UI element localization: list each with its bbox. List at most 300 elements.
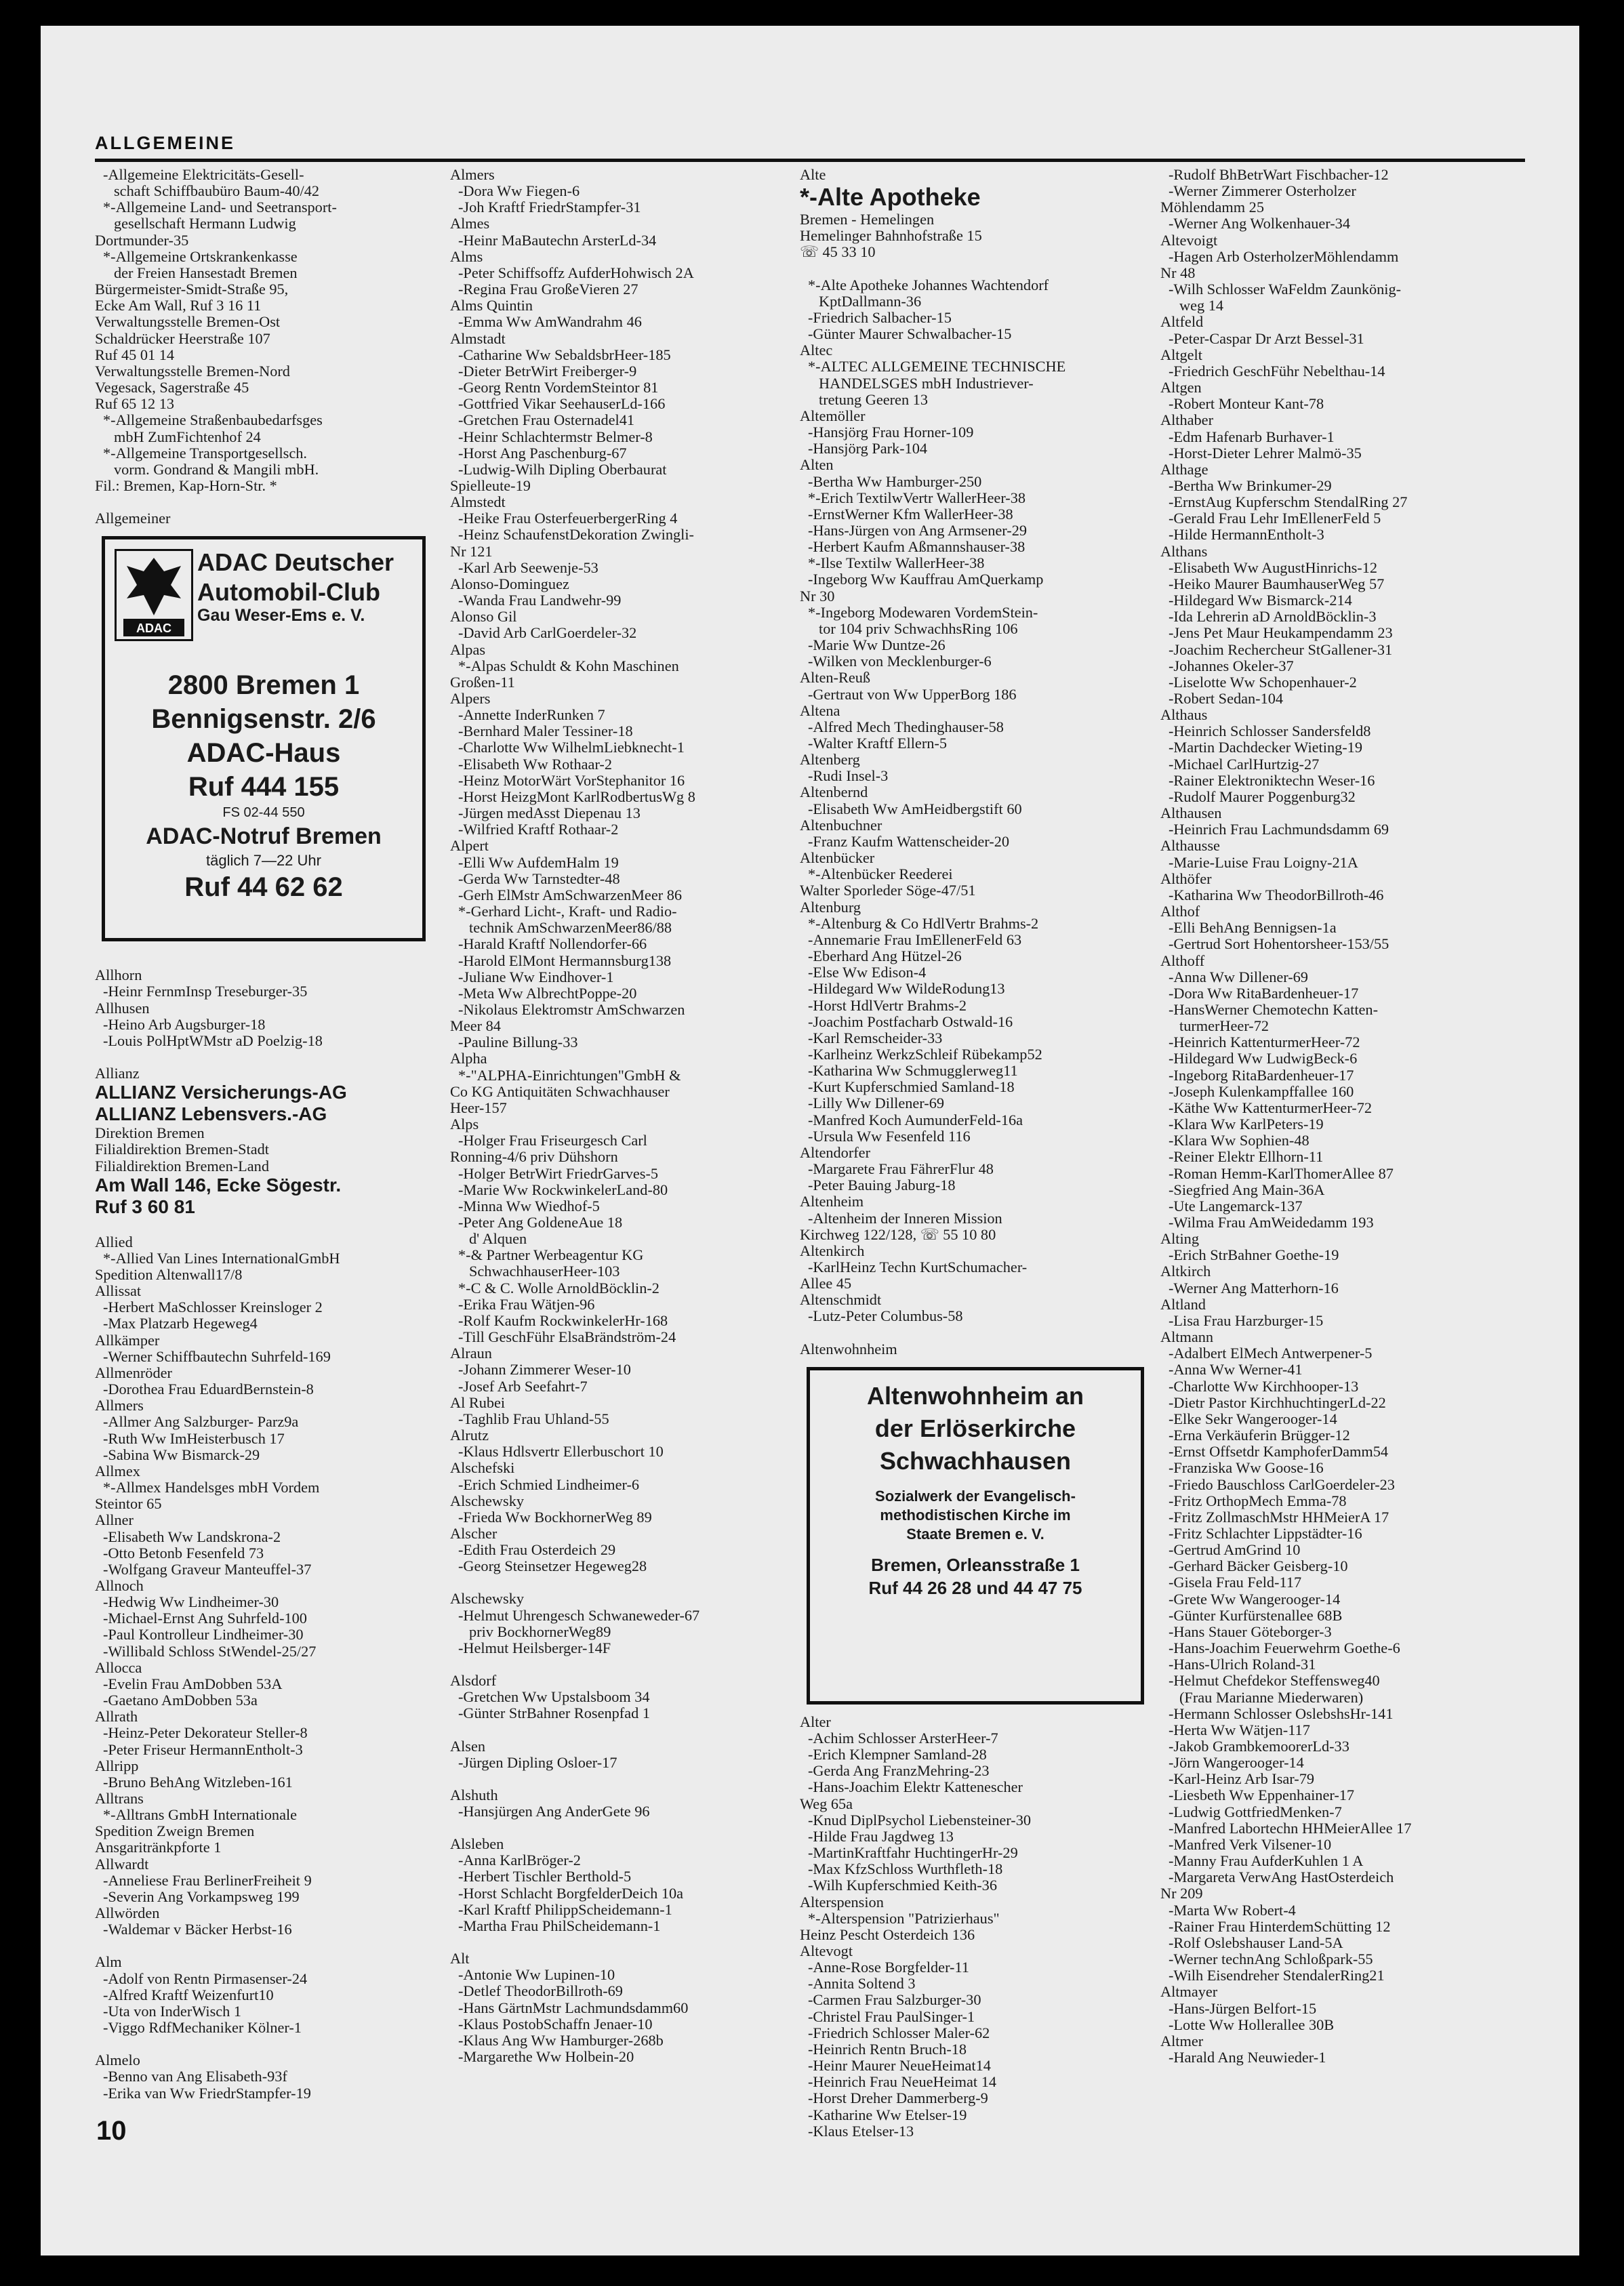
directory-entry: -Hansjörg Frau Horner-109: [808, 424, 974, 441]
directory-line: Altmer: [1160, 2033, 1204, 2049]
directory-line: Allmenröder: [95, 1364, 172, 1381]
spacer: [800, 261, 1139, 277]
directory-entry: -Manny Frau AufderKuhlen 1 A: [1169, 1853, 1364, 1870]
directory-entry: *-Altenbücker Reederei: [808, 866, 953, 883]
adac-house: ADAC-Haus: [186, 738, 341, 769]
directory-entry: -Joachim Postfacharb Ostwald-16: [808, 1013, 1013, 1030]
directory-entry: *-C & C. Wolle ArnoldBöcklin-2: [458, 1280, 659, 1297]
directory-entry: -Klaus Ang Ww Hamburger-268b: [458, 2032, 664, 2049]
directory-line: Alsen: [450, 1738, 486, 1755]
directory-entry: -Lilly Ww Dillener-69: [808, 1095, 944, 1112]
altw-text-3: Staate Bremen e. V.: [906, 1525, 1044, 1543]
header-rule: [95, 159, 1525, 162]
directory-entry: -Ute Langemarck-137: [1169, 1198, 1303, 1215]
directory-entry: -Edm Hafenarb Burhaver-1: [1169, 428, 1335, 445]
directory-entry: -Karl Kraftf PhilippScheidemann-1: [458, 1901, 672, 1918]
directory-entry: -Regina Frau GroßeVieren 27: [458, 281, 638, 298]
directory-line: Ansgaritränkpforte 1: [95, 1839, 222, 1856]
directory-line: Almelo: [95, 2052, 140, 2069]
directory-line: Alpers: [450, 691, 491, 707]
directory-line: Spedition Zweign Bremen: [95, 1823, 255, 1840]
page-header: ALLGEMEINE: [95, 133, 236, 153]
directory-entry: -Hilde HermannEntholt-3: [1169, 527, 1324, 544]
directory-line: Alten-Reuß: [800, 670, 871, 687]
directory-entry: -Anna Ww Dillener-69: [1169, 968, 1308, 985]
directory-entry: -Detlef TheodorBillroth-69: [458, 1983, 623, 2000]
directory-entry: -Manfred Labortechn HHMeierAllee 17: [1169, 1820, 1412, 1837]
directory-entry: -Gisela Frau Feld-117: [1169, 1574, 1302, 1591]
altw-address: Bremen, Orleansstraße 1: [871, 1554, 1080, 1575]
directory-line: Nr 209: [1160, 1885, 1203, 1902]
directory-entry: -Joseph Kulenkampffallee 160: [1169, 1083, 1354, 1100]
directory-line: Allmers: [95, 1397, 144, 1414]
directory-line: Ecke Am Wall, Ruf 3 16 11: [95, 298, 262, 314]
directory-line: Altevoigt: [1160, 232, 1218, 249]
directory-line: Alten: [800, 457, 834, 474]
directory-entry: -Marie Ww Duntze-26: [808, 637, 946, 654]
directory-entry: -Erich StrBahner Goethe-19: [1169, 1247, 1339, 1264]
directory-entry: -Karl Remscheider-33: [808, 1029, 943, 1046]
directory-line: (Frau Marianne Miederwaren): [1179, 1689, 1364, 1706]
directory-line: Allhusen: [95, 1000, 150, 1017]
spacer: [450, 1722, 789, 1738]
directory-entry: -Werner Ang Wolkenhauer-34: [1169, 216, 1350, 232]
directory-line: Altenbernd: [800, 784, 868, 801]
directory-line: Direktion Bremen: [95, 1125, 205, 1142]
directory-entry: *-& Partner Werbeagentur KG: [458, 1247, 644, 1264]
directory-entry: -Christel Frau PaulSinger-1: [808, 2008, 975, 2025]
directory-entry: -Wilh Schlosser WaFeldm Zaunkönig-: [1169, 281, 1402, 298]
directory-entry: -David Arb CarlGoerdeler-32: [458, 625, 637, 642]
directory-entry: -Juliane Ww Eindhover-1: [458, 968, 614, 985]
directory-entry: -Max Platzarb Hegeweg4: [103, 1315, 258, 1332]
directory-line: Almers: [450, 167, 495, 183]
directory-line: Altenwohnheim: [800, 1341, 897, 1358]
directory-entry: -Charlotte Ww WilhelmLiebknecht-1: [458, 739, 685, 756]
directory-entry: -Marie-Luise Frau Loigny-21A: [1169, 854, 1358, 871]
directory-entry: -Bernhard Maler Tessiner-18: [458, 723, 633, 740]
directory-entry: -Herbert Kaufm Aßmannshauser-38: [808, 539, 1026, 556]
directory-entry: *-Alterspension "Patrizierhaus": [808, 1910, 1000, 1927]
directory-entry: *-Allmex Handelsges mbH Vordem: [103, 1479, 320, 1496]
directory-entry: -Heike Frau OsterfeuerbergerRing 4: [458, 510, 678, 527]
directory-line: der Freien Hansestadt Bremen: [114, 264, 298, 281]
directory-entry: -Peter Schiffsoffz AufderHohwisch 2A: [458, 264, 694, 281]
directory-entry: -MartinKraftfahr HuchtingerHr-29: [808, 1845, 1018, 1862]
directory-entry: -Otto Betonb Fesenfeld 73: [103, 1545, 264, 1562]
directory-entry: -Gretchen Ww Upstalsboom 34: [458, 1689, 650, 1706]
directory-entry: -Günter StrBahner Rosenpfad 1: [458, 1705, 650, 1722]
directory-line: Allrath: [95, 1709, 138, 1726]
directory-line: Altland: [1160, 1296, 1206, 1313]
directory-line: Spedition Altenwall17/8: [95, 1267, 243, 1283]
directory-entry: -Michael-Ernst Ang Suhrfeld-100: [103, 1610, 307, 1627]
directory-entry: -Klaus Etelser-13: [808, 2123, 914, 2140]
directory-entry: -Friedrich GeschFühr Nebelthau-14: [1169, 363, 1385, 380]
directory-entry: -Hermann Schlosser OslebshsHr-141: [1169, 1705, 1394, 1722]
directory-entry: -Pauline Billung-33: [458, 1034, 578, 1051]
directory-entry: -Klaus PostobSchaffn Jenaer-10: [458, 2016, 653, 2033]
directory-entry: -Horst HeizgMont KarlRodbertusWg 8: [458, 788, 695, 805]
directory-line: Alraun: [450, 1345, 492, 1362]
directory-entry: -Elli Ww AufdemHalm 19: [458, 854, 619, 871]
directory-entry: -Peter Bauing Jaburg-18: [808, 1177, 956, 1194]
directory-entry: -Dora Ww Fiegen-6: [458, 183, 580, 200]
directory-entry: -Erich Schmied Lindheimer-6: [458, 1476, 640, 1493]
directory-line: tor 104 priv SchwachhsRing 106: [819, 620, 1018, 637]
directory-line: tretung Geeren 13: [819, 391, 928, 408]
directory-entry: *-Allied Van Lines InternationalGmbH: [103, 1250, 340, 1267]
adac-hours: täglich 7—22 Uhr: [206, 852, 321, 870]
directory-entry: -Käthe Ww KattenturmerHeer-72: [1169, 1099, 1373, 1116]
directory-entry: -Sabina Ww Bismarck-29: [103, 1446, 260, 1463]
directory-line: Meer 84: [450, 1018, 501, 1035]
directory-line: vorm. Gondrand & Mangili mbH.: [114, 461, 319, 478]
alte-apotheke-heading: *-Alte Apotheke: [800, 183, 981, 211]
adac-subtitle: Gau Weser-Ems e. V.: [197, 606, 365, 626]
altw-heading-3: Schwachhausen: [879, 1446, 1072, 1475]
directory-line: Altena: [800, 702, 840, 719]
directory-entry: -Joachim Rechercheur StGallener-31: [1169, 641, 1393, 658]
directory-line: Althöfer: [1160, 870, 1212, 887]
directory-entry: -Hans-Jürgen von Ang Armsener-29: [808, 522, 1028, 539]
directory-line: d' Alquen: [469, 1231, 527, 1248]
directory-entry: -Adalbert ElMech Antwerpener-5: [1169, 1345, 1373, 1362]
directory-entry: *-Allgemeine Land- und Seetransport-: [103, 199, 337, 216]
directory-line: Allwörden: [95, 1905, 160, 1922]
directory-entry: -Willibald Schloss StWendel-25/27: [103, 1643, 317, 1660]
altw-heading-1: Altenwohnheim an: [866, 1381, 1084, 1410]
adac-city: 2800 Bremen 1: [167, 670, 360, 701]
directory-line: weg 14: [1179, 298, 1224, 314]
directory-line: Althaber: [1160, 412, 1214, 429]
directory-line: Vegesack, Sagerstraße 45: [95, 380, 249, 396]
directory-entry: -Friedo Bauschloss CarlGoerdeler-23: [1169, 1476, 1395, 1493]
directory-entry: -Rudolf Maurer Poggenburg32: [1169, 788, 1356, 805]
directory-entry: -Alfred Kraftf Weizenfurt10: [103, 1986, 274, 2003]
directory-entry: -KarlHeinz Techn KurtSchumacher-: [808, 1259, 1028, 1275]
directory-entry: *-Erich TextilwVertr WallerHeer-38: [808, 489, 1026, 506]
directory-entry: -Evelin Frau AmDobben 53A: [103, 1675, 283, 1692]
spacer: [95, 1049, 434, 1065]
directory-entry: -Annemarie Frau ImEllenerFeld 63: [808, 931, 1022, 948]
spacer: [450, 1820, 789, 1836]
directory-entry: -Erna Verkäuferin Brügger-12: [1169, 1427, 1350, 1444]
directory-entry: -Elisabeth Ww Landskrona-2: [103, 1528, 281, 1545]
directory-entry: -Elisabeth Ww Rothaar-2: [458, 756, 612, 773]
directory-entry: -Elke Sekr Wangerooger-14: [1169, 1410, 1337, 1427]
directory-entry: -Heinr FernmInsp Treseburger-35: [103, 983, 308, 1000]
directory-line: Nr 121: [450, 543, 493, 560]
directory-entry: -Liselotte Ww Schopenhauer-2: [1169, 674, 1357, 691]
adac-logo-text: ADAC: [136, 621, 171, 636]
directory-line: Walter Sporleder Söge-47/51: [800, 882, 976, 899]
directory-entry: -Dorothea Frau EduardBernstein-8: [103, 1381, 314, 1398]
directory-entry: -Horst HdlVertr Brahms-2: [808, 997, 967, 1014]
directory-entry: -Rudi Insel-3: [808, 768, 889, 785]
directory-entry: -Helmut Heilsberger-14F: [458, 1639, 611, 1656]
directory-line: Alsleben: [450, 1836, 504, 1853]
directory-entry: -Carmen Frau Salzburger-30: [808, 1992, 981, 2009]
directory-entry: -Martha Frau PhilScheidemann-1: [458, 1917, 661, 1934]
directory-entry: -Rolf Oslebshauser Land-5A: [1169, 1934, 1343, 1951]
directory-line: Allissat: [95, 1283, 142, 1300]
spacer: [450, 1771, 789, 1787]
directory-entry: -Ernst Offsetdr KamphoferDamm54: [1169, 1444, 1389, 1461]
directory-line: priv BockhornerWeg89: [469, 1623, 611, 1640]
directory-entry: -Herta Ww Wätjen-117: [1169, 1721, 1310, 1738]
directory-line: Kirchweg 122/128, ☏ 55 10 80: [800, 1226, 996, 1243]
directory-line: Althof: [1160, 903, 1200, 920]
directory-entry: -Hildegard Ww Bismarck-214: [1169, 592, 1352, 609]
directory-entry: -Hildegard Ww LudwigBeck-6: [1169, 1050, 1358, 1067]
directory-entry: -Ursula Ww Fesenfeld 116: [808, 1128, 971, 1145]
directory-line: Altenbücker: [800, 850, 875, 867]
directory-entry: -Friedrich Salbacher-15: [808, 309, 952, 326]
directory-line: Alpas: [450, 641, 486, 658]
spacer: [450, 1934, 789, 1951]
directory-entry: -Josef Arb Seefahrt-7: [458, 1378, 588, 1395]
directory-line: Allkämper: [95, 1332, 160, 1349]
directory-entry: -Eberhard Ang Hützel-26: [808, 948, 962, 965]
directory-entry: -Allgemeine Elektricitäts-Gesell-: [103, 167, 304, 183]
altenwohnheim-advertisement: [807, 1367, 1144, 1705]
directory-entry: -Peter Friseur HermannEntholt-3: [103, 1741, 303, 1758]
directory-entry: -Gertraut von Ww UpperBorg 186: [808, 686, 1017, 703]
page-number: 10: [96, 2116, 127, 2146]
directory-line: Alschewsky: [450, 1591, 524, 1608]
directory-entry: -Werner Ang Matterhorn-16: [1169, 1280, 1339, 1297]
directory-line: Althans: [1160, 543, 1208, 560]
directory-entry: -Wilh Eisendreher StendalerRing21: [1169, 1967, 1385, 1984]
directory-entry: *-Gerhard Licht-, Kraft- und Radio-: [458, 903, 677, 920]
directory-entry: -Till GeschFühr ElsaBrändström-24: [458, 1329, 676, 1346]
directory-line: Alterspension: [800, 1894, 884, 1911]
directory-entry: -Ludwig GottfriedMenken-7: [1169, 1803, 1342, 1820]
directory-line: Altevogt: [800, 1942, 853, 1959]
directory-line: Altenburg: [800, 899, 861, 916]
directory-entry: -Werner technAng Schloßpark-55: [1169, 1951, 1373, 1968]
directory-entry: -Helmut Uhrengesch Schwaneweder-67: [458, 1607, 700, 1624]
adac-phone: Ruf 444 155: [188, 772, 340, 802]
directory-entry: -Margarethe Ww Holbein-20: [458, 2049, 634, 2066]
directory-line: Alonso-Dominguez: [450, 575, 569, 592]
directory-entry: -HansWerner Chemotechn Katten-: [1169, 1001, 1378, 1018]
directory-entry: -Viggo RdfMechaniker Kölner-1: [103, 2020, 302, 2037]
directory-line: Alpert: [450, 838, 489, 855]
directory-entry: -Erich Klempner Samland-28: [808, 1747, 987, 1763]
directory-entry: -Else Ww Edison-4: [808, 964, 927, 981]
directory-entry: -Franziska Ww Goose-16: [1169, 1460, 1324, 1477]
directory-line: Allripp: [95, 1757, 139, 1774]
directory-line: Alscher: [450, 1525, 498, 1542]
directory-line: Schaldrücker Heerstraße 107: [95, 330, 270, 347]
directory-line: Al Rubei: [450, 1394, 506, 1411]
directory-entry: -Fritz OrthopMech Emma-78: [1169, 1492, 1347, 1509]
directory-line: Allianz: [95, 1065, 140, 1082]
directory-entry: -Ida Lehrerin aD ArnoldBöcklin-3: [1169, 609, 1377, 626]
spacer: [450, 1574, 789, 1591]
directory-entry: -Wanda Frau Landwehr-99: [458, 592, 622, 609]
directory-entry: *-ALTEC ALLGEMEINE TECHNISCHE: [808, 359, 1066, 375]
directory-entry: -Ruth Ww ImHeisterbusch 17: [103, 1430, 285, 1447]
directory-entry: -Siegfried Ang Main-36A: [1169, 1181, 1325, 1198]
directory-line: Alonso Gil: [450, 609, 517, 626]
directory-entry: -Emma Ww AmWandrahm 46: [458, 314, 642, 331]
directory-entry: *-Allgemeine Straßenbaubedarfsges: [103, 412, 323, 429]
directory-entry: -Hansjürgen Ang AnderGete 96: [458, 1803, 650, 1820]
directory-entry: -Horst-Dieter Lehrer Malmö-35: [1169, 445, 1362, 462]
directory-entry: *-Alpas Schuldt & Kohn Maschinen: [458, 657, 679, 674]
directory-line: technik AmSchwarzenMeer86/88: [469, 920, 672, 937]
adac-emergency-phone: Ruf 44 62 62: [184, 872, 343, 903]
directory-entry: -Minna Ww Wiedhof-5: [458, 1198, 600, 1215]
directory-entry: -Rainer Elektroniktechn Weser-16: [1169, 772, 1375, 789]
directory-entry: -Herbert Tischler Berthold-5: [458, 1869, 632, 1885]
spacer: [800, 1325, 1139, 1341]
directory-entry: -Fritz ZollmaschMstr HHMeierA 17: [1169, 1509, 1389, 1526]
directory-line: Alms: [450, 248, 483, 265]
directory-entry: -Gottfried Vikar SeehauserLd-166: [458, 396, 666, 413]
directory-entry: -Lotte Ww Hollerallee 30B: [1169, 2016, 1335, 2033]
directory-entry: -ErnstAug Kupferschm StendalRing 27: [1169, 494, 1408, 511]
directory-line: ALLIANZ Lebensvers.-AG: [95, 1103, 327, 1125]
directory-entry: -Hans-Joachim Feuerwehrm Goethe-6: [1169, 1640, 1400, 1657]
directory-entry: -Heinr Maurer NeueHeimat14: [808, 2058, 991, 2075]
directory-entry: -Horst Schlacht BorgfelderDeich 10a: [458, 1885, 684, 1902]
directory-entry: -Heinrich Rentn Bruch-18: [808, 2041, 967, 2058]
directory-entry: -Erika Frau Wätjen-96: [458, 1296, 595, 1313]
directory-entry: -Alfred Mech Thedinghauser-58: [808, 718, 1004, 735]
directory-entry: -Manfred Koch AumunderFeld-16a: [808, 1111, 1023, 1128]
directory-entry: -Allmer Ang Salzburger- Parz9a: [103, 1414, 299, 1431]
directory-line: Bremen - Hemelingen: [800, 211, 935, 228]
directory-line: Almstadt: [450, 330, 506, 347]
directory-entry: -Grete Ww Wangerooger-14: [1169, 1591, 1341, 1608]
directory-entry: -Klara Ww Sophien-48: [1169, 1132, 1310, 1149]
directory-entry: -Gertrud AmGrind 10: [1169, 1542, 1301, 1559]
spacer: [95, 1938, 434, 1954]
directory-page: [41, 26, 1579, 2256]
directory-entry: -Hedwig Ww Lindheimer-30: [103, 1594, 279, 1611]
directory-entry: -Nikolaus Elektromstr AmSchwarzen: [458, 1001, 685, 1018]
directory-entry: -Horst Dreher Dammerberg-9: [808, 2090, 988, 2107]
directory-entry: -Taghlib Frau Uhland-55: [458, 1410, 609, 1427]
directory-line: Altfeld: [1160, 314, 1204, 331]
directory-entry: -Hagen Arb OsterholzerMöhlendamm: [1169, 248, 1399, 265]
directory-line: Allee 45: [800, 1275, 852, 1292]
directory-entry: -Heinr Schlachtermstr Belmer-8: [458, 428, 653, 445]
spacer: [95, 951, 434, 967]
directory-line: Altgelt: [1160, 346, 1202, 363]
directory-entry: -Hans-Jürgen Belfort-15: [1169, 2000, 1317, 2017]
directory-entry: -Gaetano AmDobben 53a: [103, 1692, 258, 1709]
directory-entry: -Holger Frau Friseurgesch Carl: [458, 1132, 647, 1149]
directory-line: Allnoch: [95, 1577, 144, 1594]
directory-entry: -Elisabeth Ww AmHeidbergstift 60: [808, 800, 1022, 817]
directory-line: Möhlendamm 25: [1160, 199, 1264, 216]
directory-entry: -Charlotte Ww Kirchhooper-13: [1169, 1378, 1359, 1395]
directory-entry: -Martin Dachdecker Wieting-19: [1169, 739, 1362, 756]
directory-entry: -Wilma Frau AmWeidedamm 193: [1169, 1215, 1374, 1231]
directory-line: Althausse: [1160, 838, 1220, 855]
directory-line: Verwaltungsstelle Bremen-Ost: [95, 314, 281, 331]
altw-text-2: methodistischen Kirche im: [880, 1506, 1071, 1524]
directory-entry: -Werner Zimmerer Osterholzer: [1169, 183, 1356, 200]
directory-line: Altgen: [1160, 380, 1202, 396]
directory-line: Altenbuchner: [800, 817, 882, 834]
adac-title-2: Automobil-Club: [197, 578, 380, 607]
directory-entry: -Knud DiplPsychol Liebensteiner-30: [808, 1812, 1031, 1829]
directory-entry: -Gertrud Sort Hohentorsheer-153/55: [1169, 936, 1389, 953]
directory-entry: -Ludwig-Wilh Dipling Oberbaurat: [458, 461, 667, 478]
directory-entry: -Heinrich Schlosser Sandersfeld8: [1169, 723, 1371, 740]
directory-entry: -Gretchen Frau Osternadel41: [458, 412, 635, 429]
directory-entry: -Marie Ww RockwinkelerLand-80: [458, 1181, 668, 1198]
directory-entry: -Günter Maurer Schwalbacher-15: [808, 326, 1012, 343]
directory-line: Altenkirch: [800, 1242, 865, 1259]
directory-entry: -Altenheim der Inneren Mission: [808, 1210, 1002, 1227]
directory-entry: -Heinrich Frau Lachmundsdamm 69: [1169, 821, 1389, 838]
directory-line: Ruf 45 01 14: [95, 346, 175, 363]
directory-entry: -Achim Schlosser ArsterHeer-7: [808, 1730, 998, 1747]
directory-entry: -Rainer Frau HinterdemSchütting 12: [1169, 1918, 1391, 1935]
directory-entry: -Heinr MaBautechn ArsterLd-34: [458, 232, 657, 249]
directory-line: ALLIANZ Versicherungs-AG: [95, 1082, 347, 1103]
directory-entry: -Elisabeth Ww AugustHinrichs-12: [1169, 559, 1377, 576]
directory-entry: -Max KfzSchloss Wurthfleth-18: [808, 1861, 1003, 1878]
directory-line: Alte: [800, 167, 826, 183]
directory-entry: -Wilh Kupferschmied Keith-36: [808, 1877, 997, 1894]
directory-line: Co KG Antiquitäten Schwachhauser: [450, 1083, 670, 1100]
directory-entry: -Herbert MaSchlosser Kreinsloger 2: [103, 1299, 323, 1316]
directory-entry: -Karlheinz WerkzSchleif Rübekamp52: [808, 1046, 1042, 1063]
directory-entry: *-Ingeborg Modewaren VordemStein-: [808, 604, 1038, 621]
directory-entry: -Harald Ang Neuwieder-1: [1169, 2049, 1326, 2066]
directory-entry: -Klara Ww KarlPeters-19: [1169, 1116, 1324, 1133]
directory-entry: -Meta Ww AlbrechtPoppe-20: [458, 985, 637, 1002]
directory-line: Altenheim: [800, 1193, 864, 1210]
directory-entry: -ErnstWerner Kfm WallerHeer-38: [808, 506, 1013, 523]
directory-entry: -Annette InderRunken 7: [458, 707, 605, 724]
directory-entry: -Katharina Ww TheodorBillroth-46: [1169, 886, 1384, 903]
directory-entry: -Gerda Ww Tarnstedter-48: [458, 870, 620, 887]
directory-entry: -Robert Monteur Kant-78: [1169, 396, 1324, 413]
directory-line: Weg 65a: [800, 1795, 853, 1812]
directory-line: Alrutz: [450, 1427, 489, 1444]
directory-entry: -Rolf Kaufm RockwinkelerHr-168: [458, 1312, 668, 1329]
directory-entry: -Erika van Ww FriedrStampfer-19: [103, 2085, 311, 2102]
directory-entry: -Heinz-Peter Dekorateur Steller-8: [103, 1725, 308, 1742]
directory-entry: -Georg Rentn VordemSteintor 81: [458, 380, 659, 396]
directory-entry: -Jürgen medAsst Diepenau 13: [458, 805, 641, 822]
directory-entry: -Elli BehAng Bennigsen-1a: [1169, 920, 1337, 937]
directory-line: KptDallmann-36: [819, 293, 922, 310]
directory-line: Allocca: [95, 1659, 142, 1676]
column-2: [450, 167, 789, 2065]
directory-entry: -Jörn Wangerooger-14: [1169, 1755, 1304, 1772]
directory-entry: -Heino Arb Augsburger-18: [103, 1016, 266, 1033]
directory-line: Altenberg: [800, 752, 860, 769]
directory-line: Nr 48: [1160, 264, 1196, 281]
directory-line: Alschewsky: [450, 1492, 524, 1509]
directory-entry: -Dora Ww RitaBardenheuer-17: [1169, 985, 1359, 1002]
directory-entry: -Hansjörg Park-104: [808, 441, 928, 457]
directory-line: Althage: [1160, 461, 1209, 478]
directory-line: Heinz Pescht Osterdeich 136: [800, 1926, 975, 1943]
directory-entry: -Anna Ww Werner-41: [1169, 1362, 1303, 1379]
directory-entry: -Peter Ang GoldeneAue 18: [458, 1215, 623, 1231]
